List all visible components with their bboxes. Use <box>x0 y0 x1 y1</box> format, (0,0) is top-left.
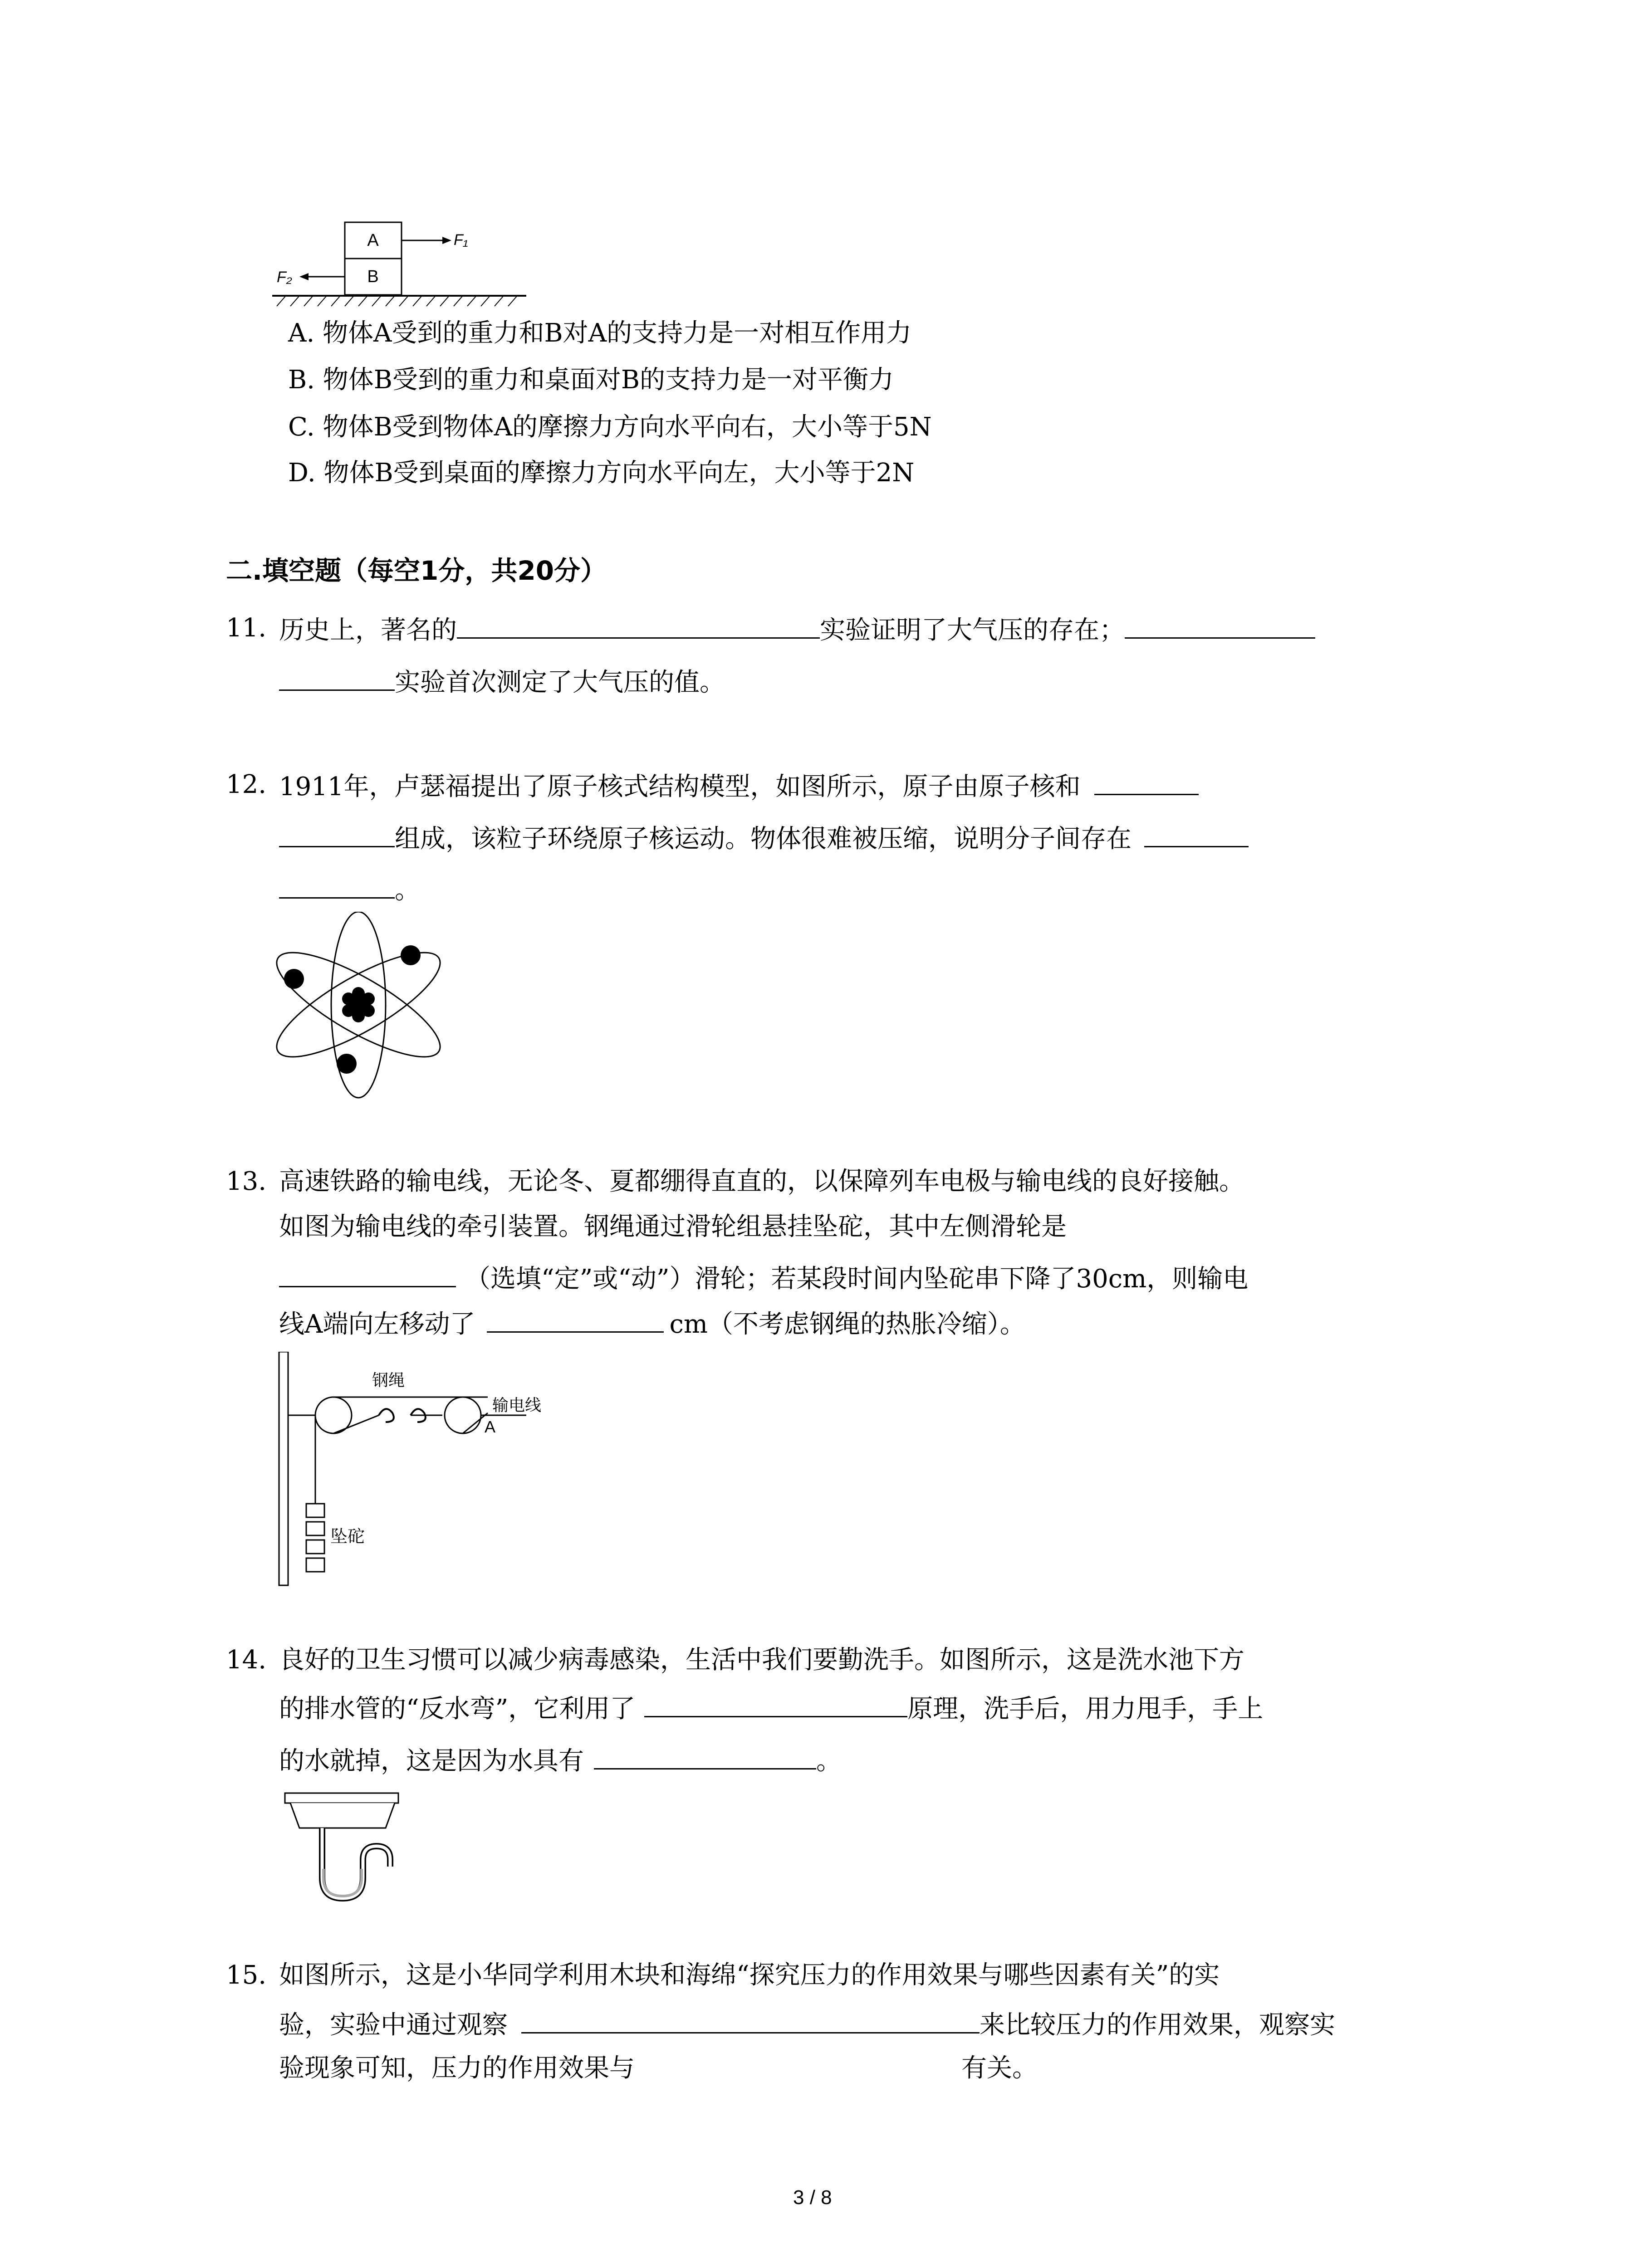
question-text-part: 验现象可知，压力的作用效果与 <box>279 2053 635 2083</box>
question-text <box>279 1259 1248 1297</box>
answer-blank[interactable] <box>1094 767 1199 795</box>
table-hatch <box>277 296 517 306</box>
question-text-part: 有关。 <box>961 2053 1038 2083</box>
question-text-part: 实验证明了大气压的存在； <box>820 616 1125 645</box>
question-number: 13. <box>226 1167 267 1196</box>
block-a-label: A <box>367 231 379 250</box>
answer-blank[interactable] <box>457 610 820 639</box>
question-text-part: 的水就掉，这是因为水具有 <box>279 1746 584 1776</box>
electron <box>337 1054 357 1074</box>
option-b: B. 物体B受到的重力和桌面对B的支持力是一对平衡力 <box>288 365 894 395</box>
force-f2-label: F₂ <box>277 269 292 286</box>
option-d: D. 物体B受到桌面的摩擦力方向水平向左，大小等于2N <box>288 458 915 488</box>
sink-basin <box>290 1803 395 1828</box>
end-a-label: A <box>485 1418 496 1436</box>
question-number: 14. <box>226 1645 267 1675</box>
answer-blank[interactable] <box>594 1741 816 1769</box>
question-text <box>279 1741 842 1779</box>
wall-post <box>279 1352 288 1585</box>
question-text: 如图所示，这是小华同学利用木块和海绵“探究压力的作用效果与哪些因素有关”的实 <box>279 1960 1220 1990</box>
question-text: 良好的卫生习惯可以减少病毒感染，生活中我们要勤洗手。如图所示，这是洗水池下方 <box>279 1645 1244 1675</box>
option-a: A. 物体A受到的重力和B对A的支持力是一对相互作用力 <box>288 318 912 348</box>
question-text <box>279 2005 1335 2043</box>
block-stack-figure <box>272 218 526 318</box>
question-text-part: 实验首次测定了大气压的值。 <box>395 668 725 697</box>
nucleus <box>342 987 375 1022</box>
block-b-label: B <box>367 267 379 286</box>
question-text <box>279 610 1315 649</box>
counterweight-label: 坠砣 <box>330 1527 365 1546</box>
question-text-part: 。 <box>395 875 420 905</box>
answer-blank[interactable] <box>279 1259 456 1287</box>
answer-blank[interactable] <box>644 1689 907 1717</box>
electron <box>401 945 421 965</box>
force-f1-arrowhead <box>442 237 451 244</box>
question-text <box>279 1689 1263 1727</box>
answer-blank[interactable] <box>279 819 395 847</box>
question-text-part: 验，实验中通过观察 <box>279 2010 508 2040</box>
question-text <box>279 662 725 701</box>
question-text-part: 原理，洗手后，用力甩手，手上 <box>907 1694 1264 1724</box>
force-f2-arrowhead <box>299 273 309 280</box>
u-bend-pipe <box>322 1828 390 1898</box>
force-f1-label: F₁ <box>454 231 468 249</box>
answer-blank[interactable] <box>1144 819 1249 847</box>
rope-label: 钢绳 <box>372 1371 405 1389</box>
movable-pulley <box>445 1397 481 1433</box>
question-number: 12. <box>226 770 267 799</box>
sink-drain-figure <box>284 1792 402 1905</box>
counterweight-stack <box>306 1504 324 1572</box>
electron <box>284 969 304 989</box>
question-text: 如图为输电线的牵引装置。钢绳通过滑轮组悬挂坠砣，其中左侧滑轮是 <box>279 1212 1067 1242</box>
question-text <box>279 819 1249 857</box>
answer-blank[interactable] <box>521 2005 980 2033</box>
question-text-part: cm（不考虑钢绳的热胀冷缩）。 <box>669 1310 1025 1339</box>
atom-model-figure <box>272 912 445 1102</box>
question-text <box>279 870 420 909</box>
question-text-part: 组成，该粒子环绕原子核运动。物体很难被压缩，说明分子间存在 <box>395 824 1132 854</box>
option-c: C. 物体B受到物体A的摩擦力方向水平向右，大小等于5N <box>288 412 932 442</box>
question-text-part: 1911年，卢瑟福提出了原子核式结构模型，如图所示，原子由原子核和 <box>279 772 1081 802</box>
question-text: 高速铁路的输电线，无论冬、夏都绷得直直的，以保障列车电极与输电线的良好接触。 <box>279 1167 1244 1196</box>
question-number: 15. <box>226 1960 267 1990</box>
question-text-part: 。 <box>816 1746 842 1776</box>
question-text <box>279 1304 1025 1343</box>
question-text <box>279 767 1199 805</box>
question-text-part: 历史上，著名的 <box>279 616 457 645</box>
section-title: 二.填空题（每空1分，共20分） <box>226 555 607 586</box>
page-number: 3 / 8 <box>793 2186 832 2209</box>
question-text-part: 线A端向左移动了 <box>279 1310 475 1339</box>
wire-label: 输电线 <box>492 1396 542 1414</box>
answer-blank[interactable] <box>279 870 395 899</box>
question-text <box>279 2050 1038 2087</box>
answer-blank[interactable] <box>1125 610 1315 639</box>
answer-blank[interactable] <box>487 1304 664 1333</box>
sink-rim <box>285 1793 398 1803</box>
question-text-part: 来比较压力的作用效果，观察实 <box>980 2010 1335 2040</box>
question-number: 11. <box>226 613 267 643</box>
question-text-part: 的排水管的“反水弯”，它利用了 <box>279 1694 636 1724</box>
pulley-system-figure <box>272 1352 572 1588</box>
answer-blank[interactable] <box>279 662 395 691</box>
question-text-part: （选填“定”或“动”）滑轮；若某段时间内坠砣串下降了30cm，则输电 <box>465 1264 1249 1294</box>
